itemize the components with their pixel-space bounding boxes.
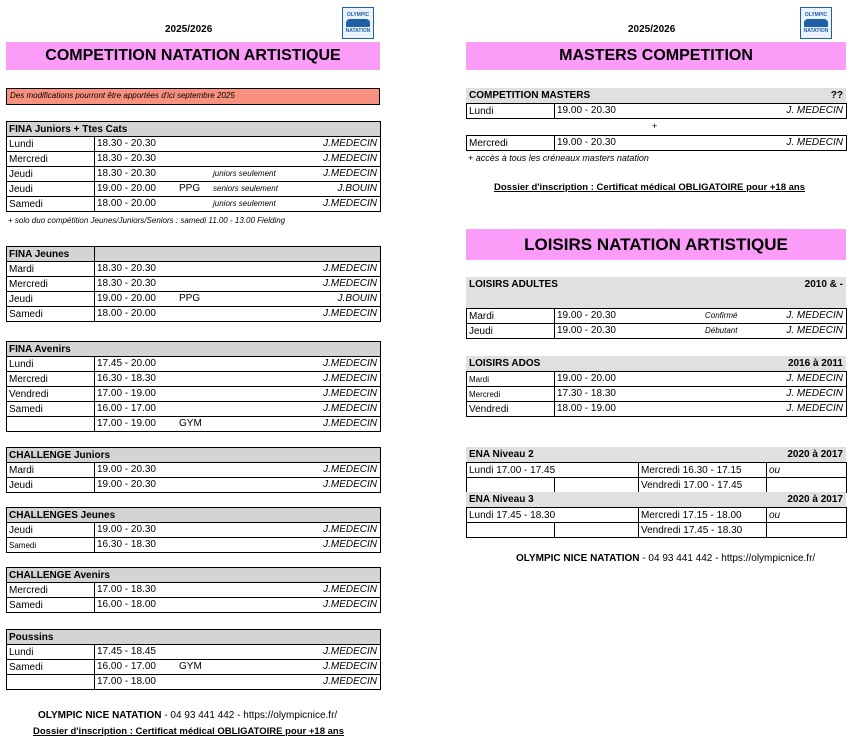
day-cell: Vendredi bbox=[467, 402, 555, 417]
table-row bbox=[7, 645, 381, 660]
slot-cell bbox=[95, 417, 381, 432]
season-year: 2025/2026 bbox=[165, 24, 213, 35]
time-text: 16.00 - 17.00 bbox=[97, 661, 156, 672]
day-cell: Samedi bbox=[7, 598, 95, 613]
coach-text: J.BOUIN bbox=[337, 183, 377, 194]
table-ena3 bbox=[466, 507, 847, 538]
day-cell: Jeudi bbox=[7, 182, 95, 197]
club-name: OLYMPIC NICE NATATION bbox=[516, 553, 640, 564]
ena3-ou: ou bbox=[767, 508, 847, 523]
day-cell: Lundi bbox=[467, 104, 555, 119]
coach-text: J. MEDECIN bbox=[786, 310, 843, 321]
day-cell: Mercredi bbox=[467, 387, 555, 402]
day-cell: Jeudi bbox=[7, 292, 95, 307]
extra-text: PPG bbox=[179, 183, 201, 194]
table-poussins bbox=[6, 629, 381, 690]
table-row bbox=[7, 387, 381, 402]
time-text: 19.00 - 20.00 bbox=[557, 373, 616, 384]
slot-cell bbox=[95, 675, 381, 690]
ena3-header bbox=[466, 492, 846, 507]
table-header: CHALLENGES Jeunes bbox=[7, 508, 381, 523]
table-fina-jeunes bbox=[6, 246, 381, 322]
masters-dossier: Dossier d'inscription : Certificat médical OBLIGATOIRE pour +18 ans bbox=[494, 182, 805, 193]
coach-text: J.MEDECIN bbox=[323, 373, 377, 384]
slot-cell bbox=[95, 402, 381, 417]
coach-text: J. MEDECIN bbox=[786, 325, 843, 336]
time-text: 16.30 - 18.30 bbox=[97, 373, 156, 384]
day-cell: Mercredi bbox=[7, 372, 95, 387]
slot-cell bbox=[95, 372, 381, 387]
time-text: 19.00 - 20.30 bbox=[97, 479, 156, 490]
loisirs-adultes-years: 2010 & - bbox=[804, 279, 843, 290]
day-cell bbox=[7, 417, 95, 432]
empty-cell bbox=[467, 478, 555, 493]
day-cell bbox=[7, 675, 95, 690]
day-cell: Mardi bbox=[7, 463, 95, 478]
time-text: 17.00 - 19.00 bbox=[97, 418, 156, 429]
masters-header bbox=[466, 88, 846, 103]
coach-text: J. MEDECIN bbox=[786, 137, 843, 148]
table-row bbox=[7, 137, 381, 152]
loisirs-ados-years: 2016 à 2011 bbox=[787, 358, 843, 369]
coach-text: J.MEDECIN bbox=[323, 599, 378, 610]
table-row bbox=[467, 324, 847, 339]
day-cell: Mardi bbox=[467, 309, 555, 324]
time-text: 19.00 - 20.30 bbox=[557, 137, 616, 148]
logo-text-1: OLYMPIC bbox=[804, 12, 828, 18]
time-text: 19.00 - 20.30 bbox=[97, 524, 156, 535]
masters-note: + accès à tous les créneaux masters natation bbox=[468, 153, 649, 163]
time-text: 18.30 - 20.30 bbox=[97, 153, 156, 164]
empty-cell bbox=[555, 523, 639, 538]
loisirs-adultes-header bbox=[466, 277, 846, 308]
time-text: 18.00 - 19.00 bbox=[557, 403, 616, 414]
time-text: 19.00 - 20.30 bbox=[557, 105, 616, 116]
level-text: Confirmé bbox=[705, 311, 738, 320]
ena3-label: ENA Niveau 3 bbox=[469, 494, 534, 505]
ena2-ou: ou bbox=[767, 463, 847, 478]
table-header: CHALLENGE Avenirs bbox=[7, 568, 381, 583]
slot-cell bbox=[95, 262, 381, 277]
ena2-header bbox=[466, 447, 846, 462]
day-cell: Samedi bbox=[7, 660, 95, 675]
slot-cell bbox=[555, 324, 847, 339]
time-text: 18.30 - 20.30 bbox=[97, 263, 156, 274]
day-cell: Samedi bbox=[7, 307, 95, 322]
table-masters-1 bbox=[466, 103, 847, 119]
day-cell: Samedi bbox=[7, 197, 95, 212]
left-footer-dossier: Dossier d'inscription : Certificat médical OBLIGATOIRE pour +18 ans bbox=[33, 726, 344, 737]
coach-text: J.MEDECIN bbox=[323, 676, 377, 687]
coach-text: J.MEDECIN bbox=[323, 358, 377, 369]
table-row bbox=[7, 292, 381, 307]
ena2-lundi: Lundi 17.00 - 17.45 bbox=[467, 463, 639, 478]
time-text: 16.00 - 18.00 bbox=[97, 599, 156, 610]
table-row bbox=[7, 262, 381, 277]
table-row bbox=[7, 402, 381, 417]
table-fina-juniors bbox=[6, 121, 381, 212]
day-cell: Mercredi bbox=[7, 152, 95, 167]
table-row bbox=[7, 675, 381, 690]
slot-cell bbox=[95, 152, 381, 167]
slot-cell bbox=[95, 137, 381, 152]
day-cell: Lundi bbox=[7, 137, 95, 152]
table-row bbox=[7, 660, 381, 675]
table-row bbox=[467, 402, 847, 417]
right-title: MASTERS COMPETITION bbox=[466, 42, 846, 70]
ena3-vendredi: Vendredi 17.45 - 18.30 bbox=[639, 523, 767, 538]
coach-text: J.MEDECIN bbox=[323, 388, 377, 399]
slot-cell bbox=[95, 182, 381, 197]
note-text: juniors seulement bbox=[213, 199, 276, 208]
table-row bbox=[7, 523, 381, 538]
empty-cell bbox=[767, 523, 847, 538]
masters-header-label: COMPETITION MASTERS bbox=[469, 90, 591, 101]
slot-cell bbox=[95, 277, 381, 292]
coach-text: J. MEDECIN bbox=[786, 105, 843, 116]
empty-cell bbox=[555, 478, 639, 493]
table-header: FINA Jeunes bbox=[7, 247, 95, 262]
time-text: 17.30 - 18.30 bbox=[557, 388, 616, 399]
coach-text: J. MEDECIN bbox=[786, 403, 843, 414]
ena3-lundi: Lundi 17.45 - 18.30 bbox=[467, 508, 639, 523]
loisirs-ados-header bbox=[466, 356, 846, 371]
table-row bbox=[467, 372, 847, 387]
day-cell: Samedi bbox=[7, 402, 95, 417]
time-text: 19.00 - 20.30 bbox=[557, 325, 616, 336]
coach-text: J.MEDECIN bbox=[323, 308, 377, 319]
slot-cell bbox=[555, 309, 847, 324]
table-row bbox=[7, 598, 381, 613]
table-row bbox=[7, 167, 381, 182]
table-loisirs-adultes bbox=[466, 308, 847, 339]
time-text: 17.00 - 19.00 bbox=[97, 388, 156, 399]
slot-cell bbox=[95, 463, 381, 478]
day-cell: Vendredi bbox=[7, 387, 95, 402]
time-text: 19.00 - 20.30 bbox=[557, 310, 616, 321]
day-cell: Jeudi bbox=[467, 324, 555, 339]
club-contact: - 04 93 441 442 - https://olympicnice.fr/ bbox=[161, 710, 338, 721]
table-row bbox=[7, 277, 381, 292]
loisirs-adultes-label: LOISIRS ADULTES bbox=[469, 279, 558, 290]
coach-text: J.MEDECIN bbox=[323, 646, 377, 657]
table-masters-2 bbox=[466, 135, 847, 151]
logo-text-1: OLYMPIC bbox=[346, 12, 370, 18]
left-footer-contact bbox=[38, 710, 337, 721]
time-text: 17.00 - 18.30 bbox=[97, 584, 156, 595]
slot-cell bbox=[95, 645, 381, 660]
table-row bbox=[467, 309, 847, 324]
table-row bbox=[467, 387, 847, 402]
table-row bbox=[467, 104, 847, 119]
time-text: 18.00 - 20.00 bbox=[97, 308, 156, 319]
slot-cell bbox=[95, 523, 381, 538]
table-row bbox=[7, 583, 381, 598]
coach-text: J.MEDECIN bbox=[323, 263, 377, 274]
club-name: OLYMPIC NICE NATATION bbox=[38, 710, 162, 721]
club-logo-right bbox=[800, 7, 832, 39]
table-row bbox=[7, 307, 381, 322]
slot-cell bbox=[95, 387, 381, 402]
table-row bbox=[7, 182, 381, 197]
right-footer-contact bbox=[516, 553, 815, 564]
coach-text: J.MEDECIN bbox=[323, 524, 378, 535]
level-text: Débutant bbox=[705, 326, 738, 335]
coach-text: J.MEDECIN bbox=[323, 479, 377, 490]
time-text: 17.00 - 18.00 bbox=[97, 676, 156, 687]
coach-text: J.MEDECIN bbox=[323, 464, 377, 475]
ena2-years: 2020 à 2017 bbox=[787, 449, 843, 460]
season-year-right: 2025/2026 bbox=[628, 24, 676, 35]
coach-text: J.MEDECIN bbox=[323, 278, 377, 289]
coach-text: J.MEDECIN bbox=[323, 138, 377, 149]
day-cell: Jeudi bbox=[7, 167, 95, 182]
table-loisirs-ados bbox=[466, 371, 847, 417]
time-text: 19.00 - 20.30 bbox=[97, 464, 156, 475]
slot-cell bbox=[95, 660, 381, 675]
loisirs-title: LOISIRS NATATION ARTISTIQUE bbox=[466, 229, 846, 260]
coach-text: J.MEDECIN bbox=[323, 539, 378, 550]
coach-text: J.MEDECIN bbox=[323, 153, 377, 164]
day-cell: Mardi bbox=[467, 372, 555, 387]
table-header: FINA Avenirs bbox=[7, 342, 381, 357]
table-header: Poussins bbox=[7, 630, 381, 645]
logo-text-2: NATATION bbox=[803, 28, 829, 34]
empty-cell bbox=[767, 478, 847, 493]
masters-header-right: ?? bbox=[830, 90, 843, 101]
coach-text: J.BOUIN bbox=[337, 293, 377, 304]
slot-cell bbox=[555, 372, 847, 387]
club-contact: - 04 93 441 442 - https://olympicnice.fr/ bbox=[639, 553, 816, 564]
slot-cell bbox=[95, 167, 381, 182]
logo-wave-icon bbox=[346, 19, 370, 27]
table-row bbox=[7, 197, 381, 212]
logo-wave-icon bbox=[804, 19, 828, 27]
time-text: 18.30 - 20.30 bbox=[97, 168, 156, 179]
extra-text: GYM bbox=[179, 661, 202, 672]
table-row bbox=[7, 463, 381, 478]
masters-plus: + bbox=[652, 121, 658, 131]
coach-text: J.MEDECIN bbox=[323, 403, 377, 414]
slot-cell bbox=[555, 104, 847, 119]
coach-text: J. MEDECIN bbox=[786, 373, 843, 384]
day-cell: Mercredi bbox=[467, 136, 555, 151]
table-header: CHALLENGE Juniors bbox=[7, 448, 381, 463]
slot-cell bbox=[95, 598, 381, 613]
slot-cell bbox=[95, 583, 381, 598]
day-cell: Mercredi bbox=[7, 583, 95, 598]
day-cell: Lundi bbox=[7, 357, 95, 372]
day-cell: Mercredi bbox=[7, 277, 95, 292]
coach-text: J.MEDECIN bbox=[323, 661, 377, 672]
slot-cell bbox=[95, 307, 381, 322]
loisirs-ados-label: LOISIRS ADOS bbox=[469, 358, 541, 369]
table-row bbox=[467, 136, 847, 151]
table-row bbox=[7, 417, 381, 432]
table-row bbox=[7, 152, 381, 167]
note-text: juniors seulement bbox=[213, 169, 276, 178]
time-text: 18.00 - 20.00 bbox=[97, 198, 156, 209]
day-cell: Samedi bbox=[7, 538, 95, 553]
time-text: 16.30 - 18.30 bbox=[97, 539, 156, 550]
left-title: COMPETITION NATATION ARTISTIQUE bbox=[6, 42, 380, 70]
table-row bbox=[7, 357, 381, 372]
time-text: 18.30 - 20.30 bbox=[97, 278, 156, 289]
table-row bbox=[7, 478, 381, 493]
coach-text: J. MEDECIN bbox=[786, 388, 843, 399]
table-ena2 bbox=[466, 462, 847, 493]
slot-cell bbox=[555, 387, 847, 402]
day-cell: Jeudi bbox=[7, 523, 95, 538]
day-cell: Lundi bbox=[7, 645, 95, 660]
time-text: 18.30 - 20.30 bbox=[97, 138, 156, 149]
slot-cell bbox=[95, 357, 381, 372]
slot-cell bbox=[555, 402, 847, 417]
time-text: 16.00 - 17.00 bbox=[97, 403, 156, 414]
extra-text: PPG bbox=[179, 293, 201, 304]
ena2-vendredi: Vendredi 17.00 - 17.45 bbox=[639, 478, 767, 493]
note-text: seniors seulement bbox=[213, 184, 278, 193]
coach-text: J.MEDECIN bbox=[323, 168, 377, 179]
ena3-years: 2020 à 2017 bbox=[787, 494, 843, 505]
time-text: 17.45 - 20.00 bbox=[97, 358, 156, 369]
day-cell: Mardi bbox=[7, 262, 95, 277]
table-fina-avenirs bbox=[6, 341, 381, 432]
solo-duo-footnote: + solo duo compétition Jeunes/Juniors/Seniors : samedi 11.00 - 13.00 Fielding bbox=[8, 216, 286, 225]
coach-text: J.MEDECIN bbox=[323, 198, 377, 209]
logo-text-2: NATATION bbox=[345, 28, 371, 34]
ena2-label: ENA Niveau 2 bbox=[469, 449, 534, 460]
slot-cell bbox=[95, 538, 381, 553]
time-text: 19.00 - 20.00 bbox=[97, 293, 156, 304]
table-header: FINA Juniors + Ttes Cats bbox=[7, 122, 381, 137]
notice-banner: Des modifications pourront être apportées d'ici septembre 2025 bbox=[6, 88, 380, 105]
table-challenges-jeunes bbox=[6, 507, 381, 553]
ena2-mercredi: Mercredi 16.30 - 17.15 bbox=[639, 463, 767, 478]
club-logo bbox=[342, 7, 374, 39]
table-challenge-avenirs bbox=[6, 567, 381, 613]
slot-cell bbox=[95, 478, 381, 493]
time-text: 17.45 - 18.45 bbox=[97, 646, 156, 657]
extra-text: GYM bbox=[179, 418, 202, 429]
ena3-mercredi: Mercredi 17.15 - 18.00 bbox=[639, 508, 767, 523]
time-text: 19.00 - 20.00 bbox=[97, 183, 156, 194]
coach-text: J.MEDECIN bbox=[323, 584, 378, 595]
table-challenge-juniors bbox=[6, 447, 381, 493]
slot-cell bbox=[95, 197, 381, 212]
day-cell: Jeudi bbox=[7, 478, 95, 493]
slot-cell bbox=[95, 292, 381, 307]
table-row bbox=[7, 538, 381, 553]
empty-cell bbox=[467, 523, 555, 538]
slot-cell bbox=[555, 136, 847, 151]
coach-text: J.MEDECIN bbox=[323, 418, 377, 429]
table-row bbox=[7, 372, 381, 387]
